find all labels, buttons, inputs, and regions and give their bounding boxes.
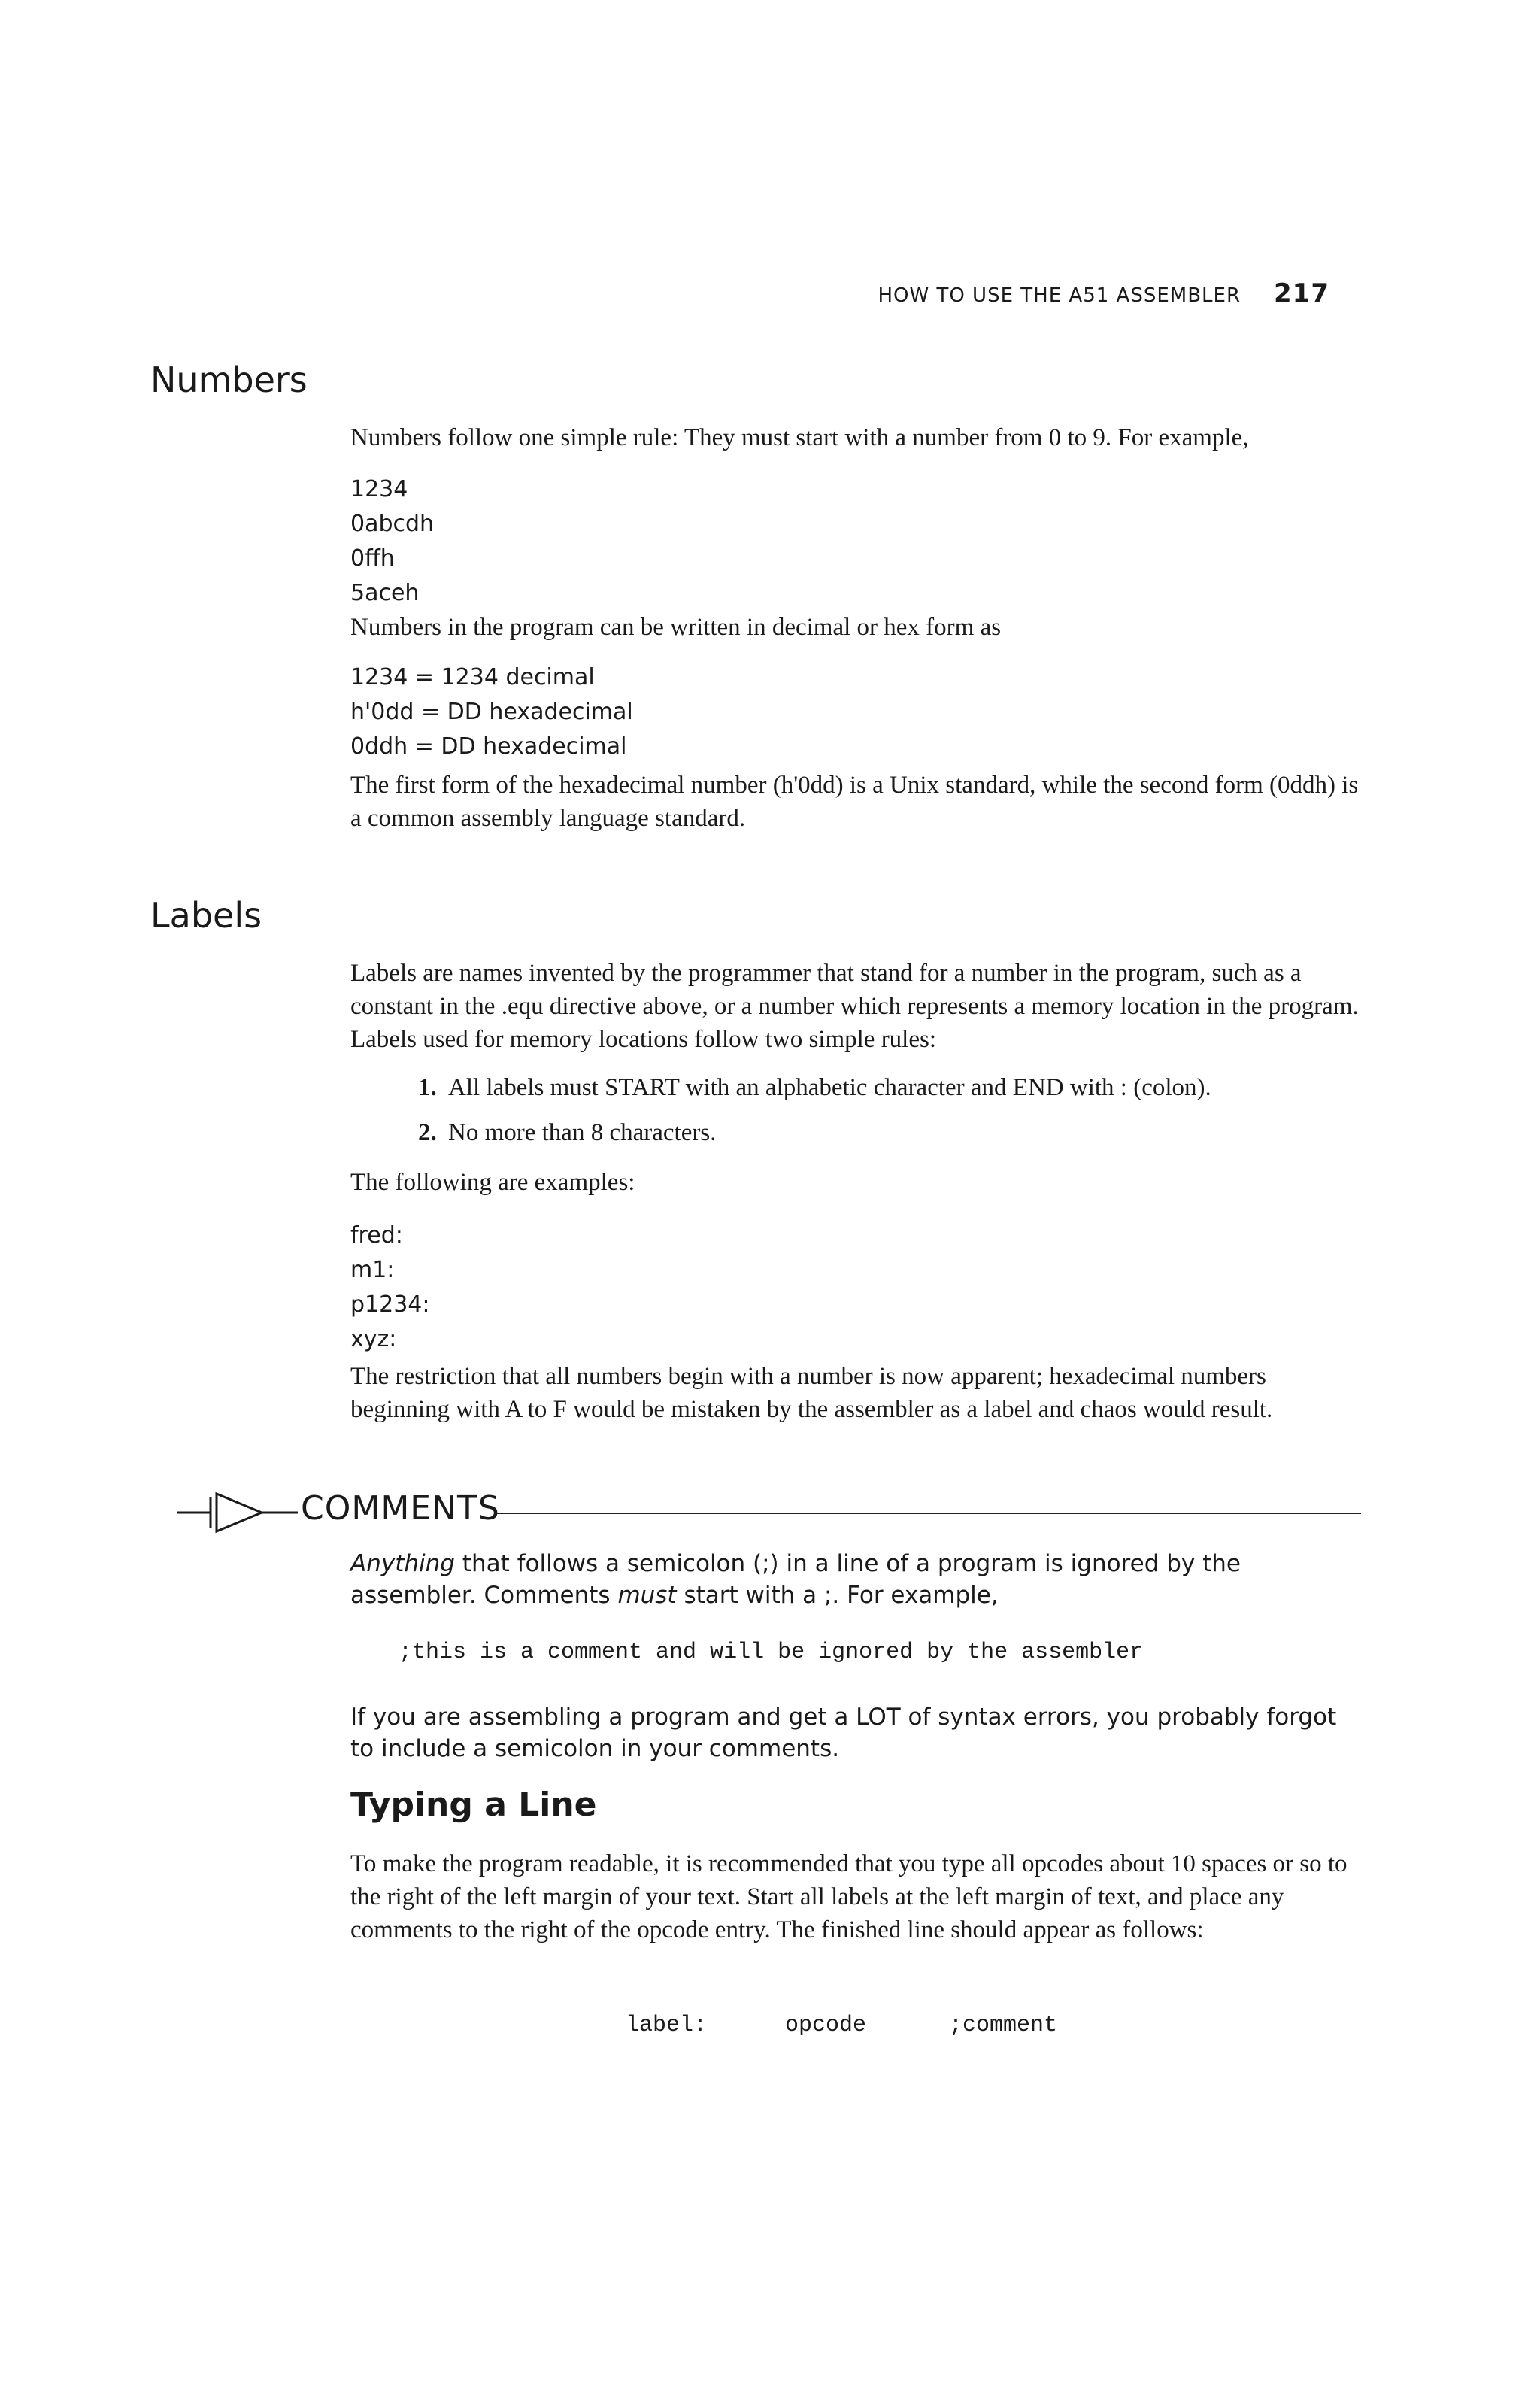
number-example: 5aceh: [350, 580, 420, 606]
example-opcode: opcode: [785, 2013, 867, 2038]
must-emphasis: must: [617, 1582, 677, 1609]
comments-heading: COMMENTS: [301, 1489, 500, 1528]
labels-examples: [350, 1218, 430, 1357]
comments-text-a: that follows a semicolon (;) in a line of a program is ignored by the assembler. Comments: [350, 1550, 1241, 1609]
number-example: 0ffh: [350, 545, 395, 572]
numbers-note: The first form of the hexadecimal number (h'0dd) is a Unix standard, while the second form (0ddh) is a common assembly language standard.: [350, 772, 1359, 832]
running-title: HOW TO USE THE A51 ASSEMBLER: [878, 284, 1241, 307]
label-example: xyz:: [350, 1326, 397, 1352]
rule-item: [418, 1071, 1366, 1104]
arrow-pointer-icon: [177, 1486, 298, 1539]
numbers-intro: Numbers follow one simple rule: They must start with a number from 0 to 9. For example,: [350, 424, 1249, 451]
anything-emphasis: Anything: [350, 1550, 455, 1577]
rule-text: All labels must START with an alphabetic character and END with : (colon).: [448, 1074, 1211, 1101]
example-comment: ;comment: [949, 2013, 1058, 2038]
number-form: 0ddh = DD hexadecimal: [350, 733, 627, 760]
numbers-examples: [350, 472, 434, 611]
labels-heading: Labels: [150, 895, 262, 936]
labels-intro: Labels are names invented by the programmer that stand for a number in the program, such as a constant in the .equ directive above, or a number which represents a memory location in the program. Labels used for memory locations follow two simple rules:: [350, 960, 1359, 1053]
label-example: p1234:: [350, 1291, 430, 1318]
number-example: 1234: [350, 476, 408, 502]
rule-number: 2.: [418, 1119, 437, 1146]
labels-note: The restriction that all numbers begin with a number is now apparent; hexadecimal numbers beginning with A to F would be mistaken by the assembler as a label and chaos would result.: [350, 1363, 1273, 1423]
labels-examples-intro: The following are examples:: [350, 1169, 635, 1196]
running-header: [878, 278, 1329, 308]
example-label: label:: [626, 2013, 708, 2038]
comment-example: ;this is a comment and will be ignored by the assembler: [399, 1640, 1144, 1665]
comments-text-b: start with a ;. For example,: [676, 1582, 999, 1609]
numbers-forms: [350, 660, 633, 764]
comments-para-1: [350, 1548, 1366, 1611]
typing-para: To make the program readable, it is recommended that you type all opcodes about 10 spaces or so to the right of the left margin of your text. Start all labels at the left margin of text, and place any comments to the right of the opcode entry. The finished line should appear as follows:: [350, 1850, 1348, 1944]
label-example: fred:: [350, 1222, 403, 1249]
numbers-forms-intro: Numbers in the program can be written in decimal or hex form as: [350, 614, 1002, 641]
label-example: m1:: [350, 1257, 395, 1283]
typing-heading: Typing a Line: [350, 1786, 597, 1824]
numbers-heading: Numbers: [150, 360, 308, 400]
heading-rule: [496, 1513, 1361, 1514]
number-example: 0abcdh: [350, 511, 435, 537]
comments-para-2: If you are assembling a program and get a LOT of syntax errors, you probably forgot to include a semicolon in your comments.: [350, 1704, 1337, 1762]
number-form: 1234 = 1234 decimal: [350, 664, 595, 690]
page-number: 217: [1274, 278, 1329, 308]
rule-number: 1.: [418, 1074, 437, 1101]
number-form: h'0dd = DD hexadecimal: [350, 699, 633, 725]
rule-item: [418, 1116, 1366, 1149]
labels-rules: [418, 1071, 1366, 1161]
rule-text: No more than 8 characters.: [448, 1119, 717, 1146]
